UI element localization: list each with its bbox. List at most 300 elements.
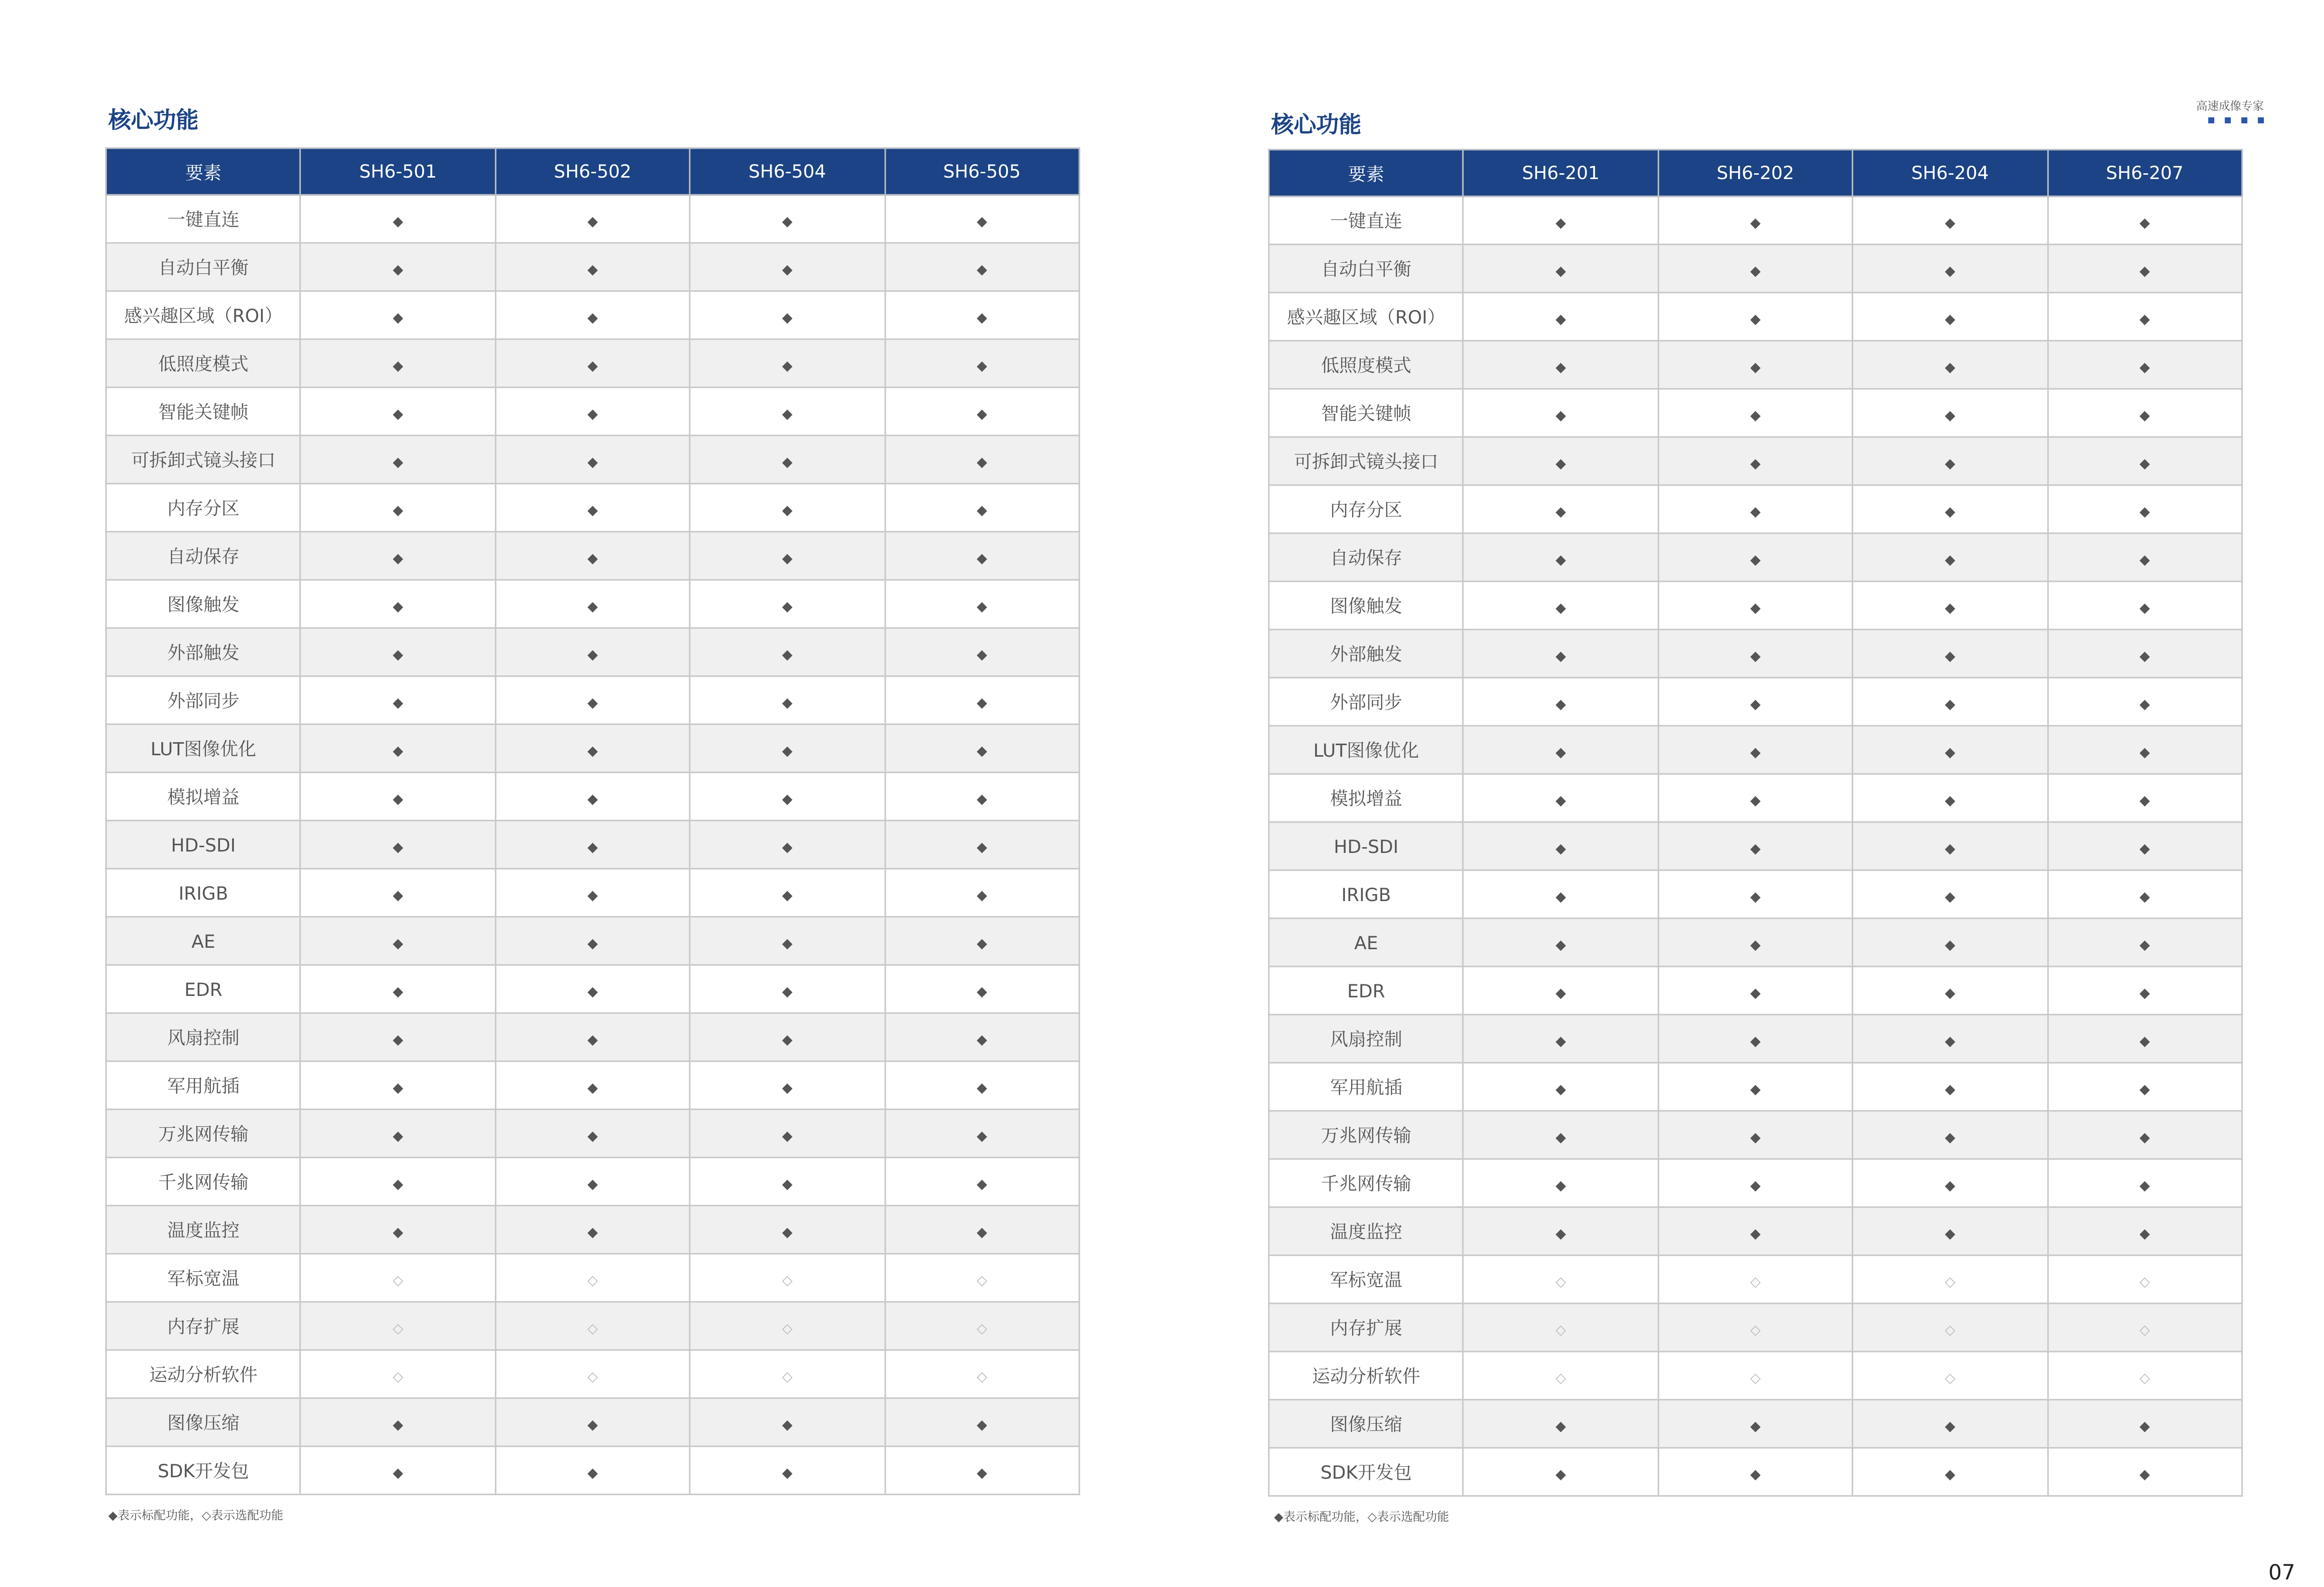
feature-name-cell: 可拆卸式镜头接口 — [106, 436, 300, 484]
standard-diamond-icon: ◆ — [587, 455, 598, 470]
table-row — [1269, 870, 2242, 918]
optional-diamond-icon: ◇ — [782, 1369, 793, 1385]
standard-diamond-icon: ◆ — [782, 310, 793, 326]
standard-diamond-icon: ◆ — [2139, 1467, 2150, 1483]
feature-name-cell: 温度监控 — [106, 1206, 300, 1254]
standard-diamond-icon: ◆ — [782, 551, 793, 567]
feature-name-cell: 外部触发 — [106, 628, 300, 676]
standard-diamond-icon: ◆ — [1555, 1034, 1566, 1049]
support-cell — [1658, 341, 1853, 389]
standard-diamond-icon: ◆ — [782, 840, 793, 855]
optional-diamond-icon: ◇ — [393, 1273, 403, 1289]
optional-diamond-icon: ◇ — [1555, 1371, 1566, 1386]
standard-diamond-icon: ◆ — [1945, 408, 1955, 424]
standard-diamond-icon: ◆ — [1555, 264, 1566, 279]
standard-diamond-icon: ◆ — [587, 359, 598, 374]
standard-diamond-icon: ◆ — [1750, 456, 1761, 472]
standard-diamond-icon: ◆ — [1750, 938, 1761, 953]
standard-diamond-icon: ◆ — [1945, 938, 1955, 953]
support-cell — [495, 1254, 690, 1302]
table-row — [1269, 630, 2242, 678]
standard-diamond-icon: ◆ — [782, 888, 793, 903]
support-cell — [1463, 1448, 1658, 1496]
standard-diamond-icon: ◆ — [1945, 986, 1955, 1001]
standard-diamond-icon: ◆ — [393, 1466, 403, 1481]
support-cell — [301, 965, 495, 1013]
support-cell — [495, 724, 690, 773]
support-cell — [690, 676, 884, 724]
table-row — [106, 869, 1079, 917]
standard-diamond-icon: ◆ — [1750, 1178, 1761, 1194]
feature-name-cell: 感兴趣区域（ROI） — [106, 291, 300, 339]
standard-diamond-icon: ◆ — [587, 214, 598, 230]
column-header-model: SH6-204 — [1853, 150, 2047, 196]
support-cell — [1853, 1352, 2047, 1400]
standard-diamond-icon: ◆ — [393, 551, 403, 567]
standard-diamond-icon: ◆ — [782, 1418, 793, 1433]
standard-diamond-icon: ◆ — [1945, 216, 1955, 231]
feature-name-cell: 外部同步 — [106, 676, 300, 724]
table-header-row — [1269, 150, 2242, 196]
support-cell — [885, 1158, 1079, 1206]
table-row — [106, 1398, 1079, 1446]
table-row — [106, 1350, 1079, 1398]
support-cell — [690, 1158, 884, 1206]
support-cell — [690, 1110, 884, 1158]
table-row — [1269, 1207, 2242, 1255]
standard-diamond-icon: ◆ — [1945, 312, 1955, 327]
support-cell — [1853, 1255, 2047, 1303]
standard-diamond-icon: ◆ — [2139, 456, 2150, 472]
support-cell — [495, 195, 690, 243]
standard-diamond-icon: ◆ — [587, 696, 598, 711]
standard-diamond-icon: ◆ — [587, 310, 598, 326]
standard-diamond-icon: ◆ — [1750, 890, 1761, 905]
standard-diamond-icon: ◆ — [977, 936, 987, 952]
standard-diamond-icon: ◆ — [2139, 649, 2150, 664]
table-row — [1269, 389, 2242, 437]
standard-diamond-icon: ◆ — [393, 888, 403, 903]
support-cell — [301, 1110, 495, 1158]
support-cell — [885, 1302, 1079, 1350]
standard-diamond-icon: ◆ — [393, 359, 403, 374]
support-cell — [2047, 678, 2242, 726]
feature-name-cell: SDK开发包 — [1269, 1448, 1463, 1496]
support-cell — [301, 1254, 495, 1302]
support-cell — [885, 724, 1079, 773]
support-cell — [1853, 293, 2047, 341]
support-cell — [690, 387, 884, 436]
standard-diamond-icon: ◆ — [1945, 504, 1955, 520]
standard-diamond-icon: ◆ — [782, 1129, 793, 1144]
standard-diamond-icon: ◆ — [1945, 1226, 1955, 1242]
support-cell — [2047, 196, 2242, 245]
standard-diamond-icon: ◆ — [393, 407, 403, 422]
column-header-model: SH6-201 — [1463, 150, 1658, 196]
feature-name-cell: EDR — [106, 965, 300, 1013]
support-cell — [2047, 1111, 2242, 1159]
support-cell — [301, 869, 495, 917]
support-cell — [690, 773, 884, 821]
support-cell — [885, 1398, 1079, 1446]
support-cell — [885, 1110, 1079, 1158]
feature-name-cell: AE — [106, 917, 300, 965]
support-cell — [1463, 1159, 1658, 1207]
standard-diamond-icon: ◆ — [977, 503, 987, 518]
support-cell — [885, 1013, 1079, 1061]
standard-diamond-icon: ◆ — [393, 984, 403, 1000]
standard-diamond-icon: ◆ — [1750, 1226, 1761, 1242]
right-legend-note: ◆表示标配功能，◇表示选配功能 — [1274, 1510, 1449, 1524]
brand-dot — [2258, 117, 2264, 124]
standard-diamond-icon: ◆ — [782, 359, 793, 374]
optional-diamond-icon: ◇ — [1555, 1275, 1566, 1290]
table-row — [1269, 1448, 2242, 1496]
support-cell — [1853, 870, 2047, 918]
standard-diamond-icon: ◆ — [587, 1225, 598, 1240]
support-cell — [885, 1350, 1079, 1398]
standard-diamond-icon: ◆ — [2139, 1419, 2150, 1434]
support-cell — [1853, 389, 2047, 437]
standard-diamond-icon: ◆ — [587, 1081, 598, 1096]
support-cell — [495, 291, 690, 339]
support-cell — [495, 1302, 690, 1350]
support-cell — [495, 436, 690, 484]
optional-diamond-icon: ◇ — [2139, 1371, 2150, 1386]
standard-diamond-icon: ◆ — [1555, 1178, 1566, 1194]
support-cell — [1658, 533, 1853, 581]
table-row — [1269, 1063, 2242, 1111]
feature-name-cell: 万兆网传输 — [1269, 1111, 1463, 1159]
support-cell — [690, 628, 884, 676]
support-cell — [495, 1158, 690, 1206]
support-cell — [1463, 437, 1658, 485]
support-cell — [690, 532, 884, 580]
optional-diamond-icon: ◇ — [2139, 1323, 2150, 1338]
optional-diamond-icon: ◇ — [1750, 1323, 1761, 1338]
standard-diamond-icon: ◆ — [393, 1225, 403, 1240]
standard-diamond-icon: ◆ — [1750, 1082, 1761, 1097]
standard-diamond-icon: ◆ — [1555, 890, 1566, 905]
optional-diamond-icon: ◇ — [1750, 1371, 1761, 1386]
support-cell — [1658, 1400, 1853, 1448]
standard-diamond-icon: ◆ — [2139, 1082, 2150, 1097]
feature-name-cell: 低照度模式 — [106, 339, 300, 387]
table-row — [1269, 485, 2242, 533]
standard-diamond-icon: ◆ — [977, 407, 987, 422]
support-cell — [1463, 1255, 1658, 1303]
left-legend-note: ◆表示标配功能，◇表示选配功能 — [108, 1509, 284, 1522]
page-number: 07 — [2268, 1561, 2296, 1586]
standard-diamond-icon: ◆ — [1555, 745, 1566, 761]
support-cell — [690, 1398, 884, 1446]
standard-diamond-icon: ◆ — [782, 1177, 793, 1192]
support-cell — [1463, 1352, 1658, 1400]
feature-name-cell: 模拟增益 — [106, 773, 300, 821]
support-cell — [2047, 389, 2242, 437]
support-cell — [1853, 581, 2047, 630]
standard-diamond-icon: ◆ — [1750, 1034, 1761, 1049]
support-cell — [1658, 774, 1853, 822]
column-header-model: SH6-502 — [495, 148, 690, 195]
support-cell — [690, 869, 884, 917]
feature-name-cell: EDR — [1269, 967, 1463, 1015]
support-cell — [690, 243, 884, 291]
support-cell — [301, 628, 495, 676]
standard-diamond-icon: ◆ — [782, 455, 793, 470]
table-row — [106, 1013, 1079, 1061]
support-cell — [301, 339, 495, 387]
feature-name-cell: AE — [1269, 918, 1463, 967]
standard-diamond-icon: ◆ — [782, 407, 793, 422]
support-cell — [2047, 245, 2242, 293]
support-cell — [301, 676, 495, 724]
table-row — [1269, 774, 2242, 822]
support-cell — [301, 1446, 495, 1495]
standard-diamond-icon: ◆ — [587, 407, 598, 422]
support-cell — [885, 291, 1079, 339]
standard-diamond-icon: ◆ — [1750, 264, 1761, 279]
column-header-model: SH6-505 — [885, 148, 1079, 195]
support-cell — [1853, 822, 2047, 870]
support-cell — [495, 1206, 690, 1254]
standard-diamond-icon: ◆ — [782, 744, 793, 759]
standard-diamond-icon: ◆ — [1945, 360, 1955, 375]
standard-diamond-icon: ◆ — [977, 792, 987, 807]
standard-diamond-icon: ◆ — [393, 936, 403, 952]
standard-diamond-icon: ◆ — [393, 503, 403, 518]
standard-diamond-icon: ◆ — [587, 1418, 598, 1433]
standard-diamond-icon: ◆ — [977, 1032, 987, 1048]
standard-diamond-icon: ◆ — [977, 888, 987, 903]
standard-diamond-icon: ◆ — [782, 214, 793, 230]
standard-diamond-icon: ◆ — [393, 1418, 403, 1433]
support-cell — [301, 821, 495, 869]
standard-diamond-icon: ◆ — [1555, 216, 1566, 231]
standard-diamond-icon: ◆ — [2139, 890, 2150, 905]
standard-diamond-icon: ◆ — [1945, 890, 1955, 905]
support-cell — [1658, 1063, 1853, 1111]
standard-diamond-icon: ◆ — [587, 744, 598, 759]
support-cell — [1658, 389, 1853, 437]
standard-diamond-icon: ◆ — [2139, 1034, 2150, 1049]
standard-diamond-icon: ◆ — [977, 455, 987, 470]
support-cell — [2047, 485, 2242, 533]
feature-name-cell: 内存扩展 — [1269, 1303, 1463, 1352]
standard-diamond-icon: ◆ — [2139, 841, 2150, 857]
standard-diamond-icon: ◆ — [1555, 553, 1566, 568]
support-cell — [1658, 1448, 1853, 1496]
support-cell — [690, 1013, 884, 1061]
standard-diamond-icon: ◆ — [1555, 1226, 1566, 1242]
brand-dot — [2225, 117, 2231, 124]
support-cell — [690, 436, 884, 484]
support-cell — [1853, 918, 2047, 967]
standard-diamond-icon: ◆ — [1750, 601, 1761, 616]
support-cell — [885, 243, 1079, 291]
standard-diamond-icon: ◆ — [1945, 1178, 1955, 1194]
feature-name-cell: 军标宽温 — [106, 1254, 300, 1302]
table-row — [1269, 245, 2242, 293]
standard-diamond-icon: ◆ — [977, 744, 987, 759]
support-cell — [301, 436, 495, 484]
standard-diamond-icon: ◆ — [1945, 697, 1955, 712]
support-cell — [885, 1061, 1079, 1110]
standard-diamond-icon: ◆ — [1945, 1130, 1955, 1146]
feature-name-cell: 低照度模式 — [1269, 341, 1463, 389]
support-cell — [2047, 437, 2242, 485]
table-row — [1269, 967, 2242, 1015]
support-cell — [1463, 967, 1658, 1015]
standard-diamond-icon: ◆ — [782, 599, 793, 615]
support-cell — [495, 1061, 690, 1110]
standard-diamond-icon: ◆ — [587, 1032, 598, 1048]
feature-name-cell: 图像触发 — [106, 580, 300, 628]
feature-name-cell: IRIGB — [106, 869, 300, 917]
table-row — [1269, 726, 2242, 774]
support-cell — [690, 195, 884, 243]
support-cell — [2047, 1400, 2242, 1448]
support-cell — [2047, 774, 2242, 822]
table-row — [106, 724, 1079, 773]
support-cell — [1463, 918, 1658, 967]
feature-name-cell: IRIGB — [1269, 870, 1463, 918]
support-cell — [1463, 533, 1658, 581]
table-row — [106, 676, 1079, 724]
support-cell — [1658, 293, 1853, 341]
standard-diamond-icon: ◆ — [2139, 264, 2150, 279]
feature-name-cell: 自动白平衡 — [1269, 245, 1463, 293]
support-cell — [690, 580, 884, 628]
support-cell — [885, 1206, 1079, 1254]
support-cell — [495, 1398, 690, 1446]
standard-diamond-icon: ◆ — [1555, 456, 1566, 472]
support-cell — [2047, 293, 2242, 341]
support-cell — [1658, 1111, 1853, 1159]
support-cell — [690, 1446, 884, 1495]
standard-diamond-icon: ◆ — [1555, 312, 1566, 327]
support-cell — [1658, 870, 1853, 918]
standard-diamond-icon: ◆ — [977, 310, 987, 326]
column-header-model: SH6-207 — [2047, 150, 2242, 196]
table-row — [1269, 1352, 2242, 1400]
feature-name-cell: 自动白平衡 — [106, 243, 300, 291]
support-cell — [1853, 1015, 2047, 1063]
standard-diamond-icon: ◆ — [587, 840, 598, 855]
support-cell — [2047, 1303, 2242, 1352]
support-cell — [495, 1110, 690, 1158]
standard-diamond-icon: ◆ — [1555, 938, 1566, 953]
support-cell — [495, 1446, 690, 1495]
support-cell — [1853, 533, 2047, 581]
standard-diamond-icon: ◆ — [1945, 1467, 1955, 1483]
standard-diamond-icon: ◆ — [393, 262, 403, 278]
optional-diamond-icon: ◇ — [977, 1369, 987, 1385]
support-cell — [301, 724, 495, 773]
support-cell — [885, 1446, 1079, 1495]
support-cell — [1463, 870, 1658, 918]
standard-diamond-icon: ◆ — [587, 551, 598, 567]
table-row — [106, 821, 1079, 869]
support-cell — [1853, 1111, 2047, 1159]
feature-name-cell: 外部同步 — [1269, 678, 1463, 726]
standard-diamond-icon: ◆ — [782, 984, 793, 1000]
support-cell — [885, 773, 1079, 821]
support-cell — [885, 628, 1079, 676]
standard-diamond-icon: ◆ — [1555, 1082, 1566, 1097]
feature-name-cell: 万兆网传输 — [106, 1110, 300, 1158]
support-cell — [2047, 1015, 2242, 1063]
feature-name-cell: 图像压缩 — [1269, 1400, 1463, 1448]
feature-name-cell: 千兆网传输 — [106, 1158, 300, 1206]
standard-diamond-icon: ◆ — [782, 1225, 793, 1240]
standard-diamond-icon: ◆ — [1945, 601, 1955, 616]
feature-name-cell: 风扇控制 — [106, 1013, 300, 1061]
support-cell — [495, 387, 690, 436]
feature-name-cell: LUT图像优化 — [1269, 726, 1463, 774]
table-row — [106, 387, 1079, 436]
table-row — [1269, 581, 2242, 630]
table-row — [1269, 918, 2242, 967]
support-cell — [495, 917, 690, 965]
standard-diamond-icon: ◆ — [977, 551, 987, 567]
standard-diamond-icon: ◆ — [1555, 360, 1566, 375]
support-cell — [495, 965, 690, 1013]
standard-diamond-icon: ◆ — [1555, 601, 1566, 616]
standard-diamond-icon: ◆ — [977, 1177, 987, 1192]
standard-diamond-icon: ◆ — [2139, 697, 2150, 712]
support-cell — [495, 580, 690, 628]
feature-name-cell: 一键直连 — [1269, 196, 1463, 245]
standard-diamond-icon: ◆ — [1750, 841, 1761, 857]
feature-name-cell: 运动分析软件 — [106, 1350, 300, 1398]
support-cell — [301, 387, 495, 436]
table-row — [106, 195, 1079, 243]
support-cell — [1853, 196, 2047, 245]
standard-diamond-icon: ◆ — [587, 1129, 598, 1144]
support-cell — [690, 1350, 884, 1398]
support-cell — [1658, 678, 1853, 726]
support-cell — [1463, 630, 1658, 678]
table-row — [106, 1158, 1079, 1206]
table-row — [106, 1061, 1079, 1110]
standard-diamond-icon: ◆ — [782, 1032, 793, 1048]
standard-diamond-icon: ◆ — [1750, 793, 1761, 809]
standard-diamond-icon: ◆ — [2139, 745, 2150, 761]
support-cell — [885, 917, 1079, 965]
optional-diamond-icon: ◇ — [1945, 1323, 1955, 1338]
table-header-row — [106, 148, 1079, 195]
standard-diamond-icon: ◆ — [587, 936, 598, 952]
standard-diamond-icon: ◆ — [782, 792, 793, 807]
support-cell — [301, 1398, 495, 1446]
standard-diamond-icon: ◆ — [782, 503, 793, 518]
support-cell — [690, 1206, 884, 1254]
table-row — [1269, 1159, 2242, 1207]
standard-diamond-icon: ◆ — [1555, 793, 1566, 809]
optional-diamond-icon: ◇ — [1750, 1275, 1761, 1290]
standard-diamond-icon: ◆ — [1750, 360, 1761, 375]
standard-diamond-icon: ◆ — [1750, 1467, 1761, 1483]
standard-diamond-icon: ◆ — [782, 1081, 793, 1096]
support-cell — [885, 821, 1079, 869]
support-cell — [885, 387, 1079, 436]
standard-diamond-icon: ◆ — [1750, 649, 1761, 664]
support-cell — [2047, 1255, 2242, 1303]
optional-diamond-icon: ◇ — [1945, 1275, 1955, 1290]
optional-diamond-icon: ◇ — [977, 1273, 987, 1289]
support-cell — [1853, 1159, 2047, 1207]
